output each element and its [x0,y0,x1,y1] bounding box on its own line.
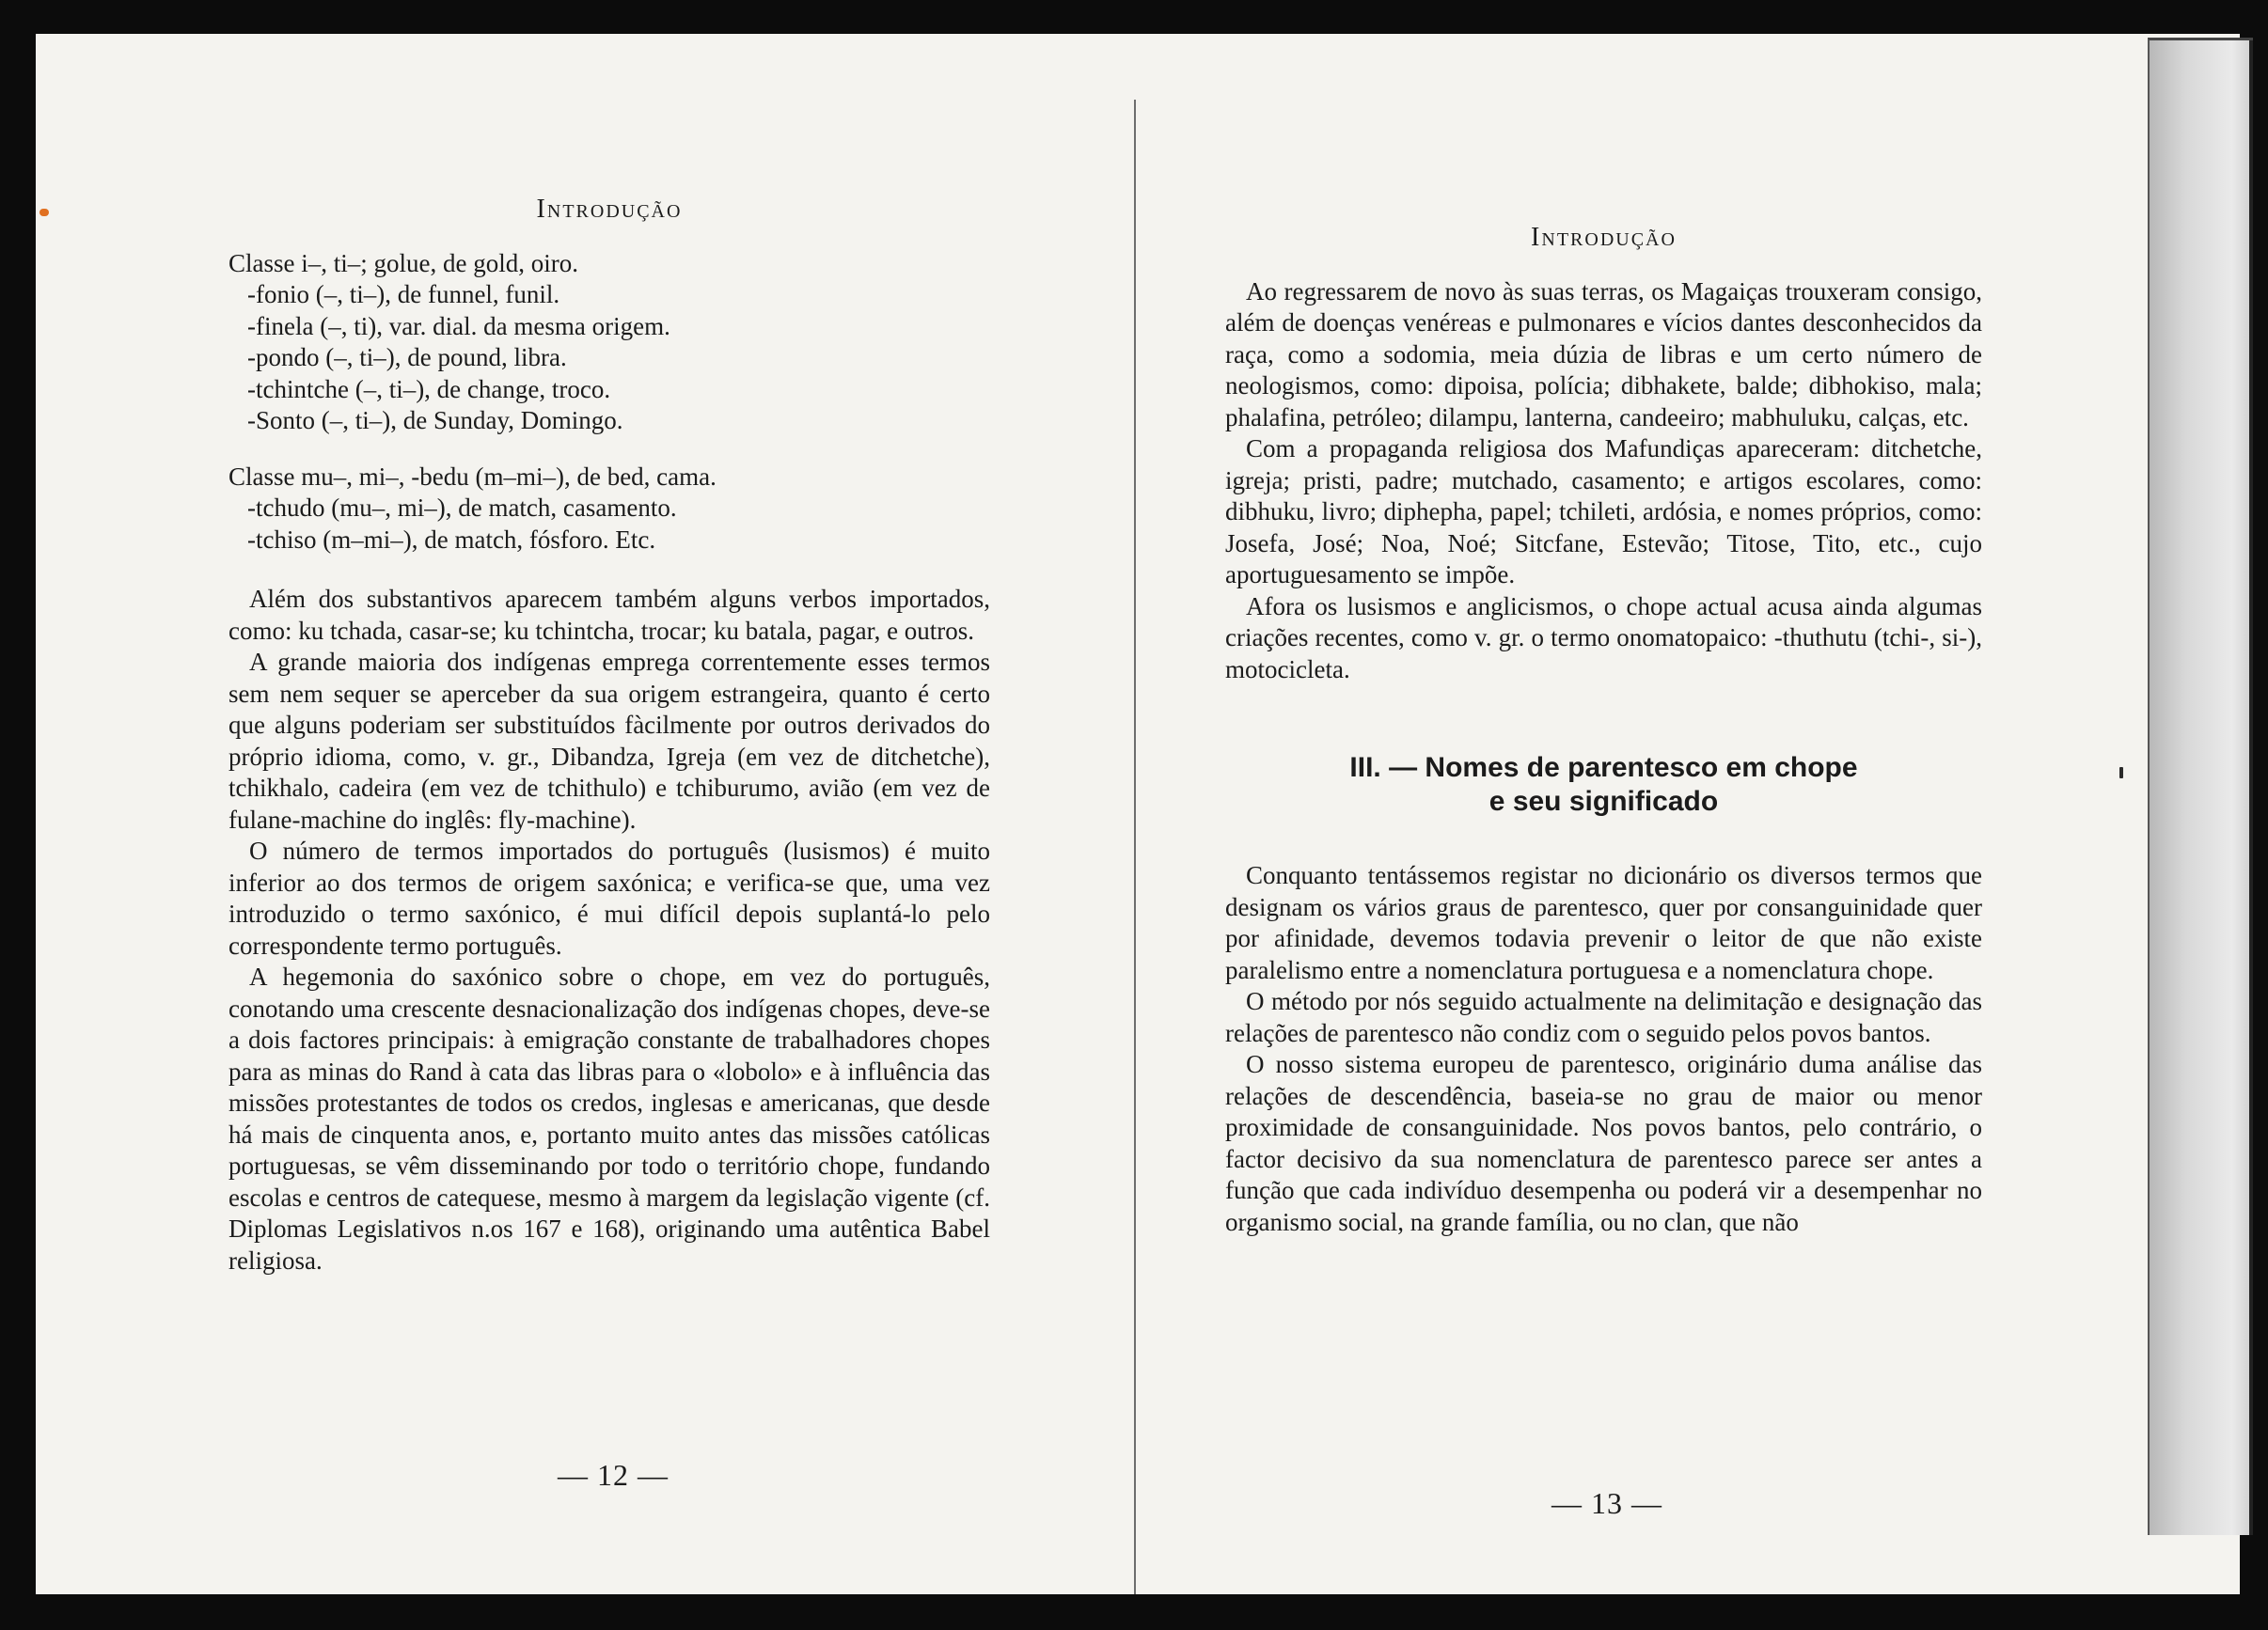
right-paragraph-afora: Afora os lusismos e anglicismos, o chope actual acusa ainda algumas criações recentes, como v. gr. o termo onomatopaico: -thuthutu (tchi-, si-), motocicleta. [1225,591,1982,683]
left-paragraph-lusismos: O número de termos importados do português (lusismos) é muito inferior ao dos termos de origem saxónica; e verifica-se que, uma vez introduzido o termo saxónico, é mui difícil depois suplantá-lo pelo correspondente termo português. [228,837,990,960]
right-paragraph-mafundicas: Com a propaganda religiosa dos Mafundiças apareceram: ditchetche, igreja; pristi, padre; mutchado, casamento; e artigos escolares, como: dibhuku, livro; diphepha, papel; tchileti, ardósia, e nomes próprios, como: Josefa, José; Noa, Noé; Sitcfane, Estevão; Titose, Tito, etc., cujo aportuguesamento se impõe. [1225,434,1982,588]
class-line: Classe i–, ti–; golue, de gold, oiro. [228,248,578,277]
left-paragraph-majority: A grande maioria dos indígenas emprega correntemente esses termos sem nem sequer se aperceber da sua origem estrangeira, quanto é certo que alguns poderiam ser substituídos fàcilmente por outros derivados do próprio idioma, como, v. gr., Dibandza, Igreja (em vez de ditchetche), tchikhalo, cadeira (em vez de tchithulo) e tchiburumo, avião (em vez de fulane-machine do inglês: fly-machine). [228,648,990,834]
class-line: -Sonto (–, ti–), de Sunday, Domingo. [247,406,623,434]
book-spine-fold [1134,100,1136,1594]
class-line: -pondo (–, ti–), de pound, libra. [247,343,567,371]
right-paragraph-metodo: O método por nós seguido actualmente na delimitação e designação das relações de parentesco não condiz com o seguido pelos povos bantos. [1225,987,1982,1047]
section-title [1225,751,1982,819]
class-line: -tchudo (mu–, mi–), de match, casamento. [247,494,677,522]
scan-speck [2119,767,2123,778]
scan-orange-mark [39,209,49,216]
left-page-number: — 12 — [558,1458,669,1492]
class-line: -tchiso (m–mi–), de match, fósforo. Etc. [247,525,656,554]
scanned-book-spread [36,34,2240,1594]
right-page-number: — 13 — [1551,1486,1662,1520]
left-class-block-2 [228,462,990,556]
left-running-header: Introdução [536,195,683,224]
right-paragraph-magaicas: Ao regressarem de novo às suas terras, os Magaiças trouxeram consigo, além de doenças venéreas e pulmonares e vícios dantes desconhecidos da raça, como a sodomia, meia dúzia de libras e um certo número de neologismos, como: dipoisa, polícia; dibhakete, balde; dibhokiso, mala; phalafina, petróleo; dilampu, lanterna, candeeiro; mabhuluku, calças, etc. [1225,276,1982,431]
class-line: Classe mu–, mi–, -bedu (m–mi–), de bed, cama. [228,462,717,491]
left-paragraph-hegemonia: A hegemonia do saxónico sobre o chope, em vez do português, conotando uma crescente desnacionalização dos indígenas chopes, deve-se a dois factores principais: à emigração constante de trabalhadores chopes para as minas do Rand à cata das libras para o «lobolo» e à influência das missões protestantes de todos os credos, inglesas e americanas, que desde há mais de cinquenta anos, e, portanto muito antes das missões católicas portuguesas, se vêm disseminando por todo o território chope, fundando escolas e centros de catequese, mesmo à margem da legislação vigente (cf. Diplomas Legislativos n.os 167 e 168), originando uma autêntica Babel religiosa. [228,963,990,1275]
right-paragraph-sistema: O nosso sistema europeu de parentesco, originário duma análise das relações de descendência, baseia-se no grau de maior ou menor proximidade de consanguinidade. Nos povos bantos, pelo contrário, o factor decisivo da sua nomenclatura de parentesco parece ser antes a função que cada indivíduo desempenha ou poderá vir a desempenhar no organismo social, na grande família, ou no clan, que não [1225,1050,1982,1236]
class-line: -tchintche (–, ti–), de change, troco. [247,374,611,403]
left-paragraph-verbs: Além dos substantivos aparecem também alguns verbos importados, como: ku tchada, casar-se; ku tchintcha, trocar; ku batala, pagar, e outros. [228,585,990,645]
section-title-line-1: III. — Nomes de parentesco em chope [1349,752,1858,783]
next-page-edge [2148,38,2253,1535]
class-line: -fonio (–, ti–), de funnel, funil. [247,280,560,308]
right-page [1225,222,1982,1238]
class-line: -finela (–, ti), var. dial. da mesma origem. [247,311,670,340]
section-title-line-2: e seu significado [1488,786,1719,817]
right-paragraph-conquanto: Conquanto tentássemos registar no dicionário os diversos termos que designam os vários graus de parentesco, quer por consanguinidade quer por afinidade, devemos todavia prevenir o leitor de que não existe paralelismo entre a nomenclatura portuguesa e a nomenclatura chope. [1225,861,1982,984]
right-running-header: Introdução [1531,223,1677,252]
left-page [228,194,990,1277]
left-class-block-1 [228,248,990,437]
